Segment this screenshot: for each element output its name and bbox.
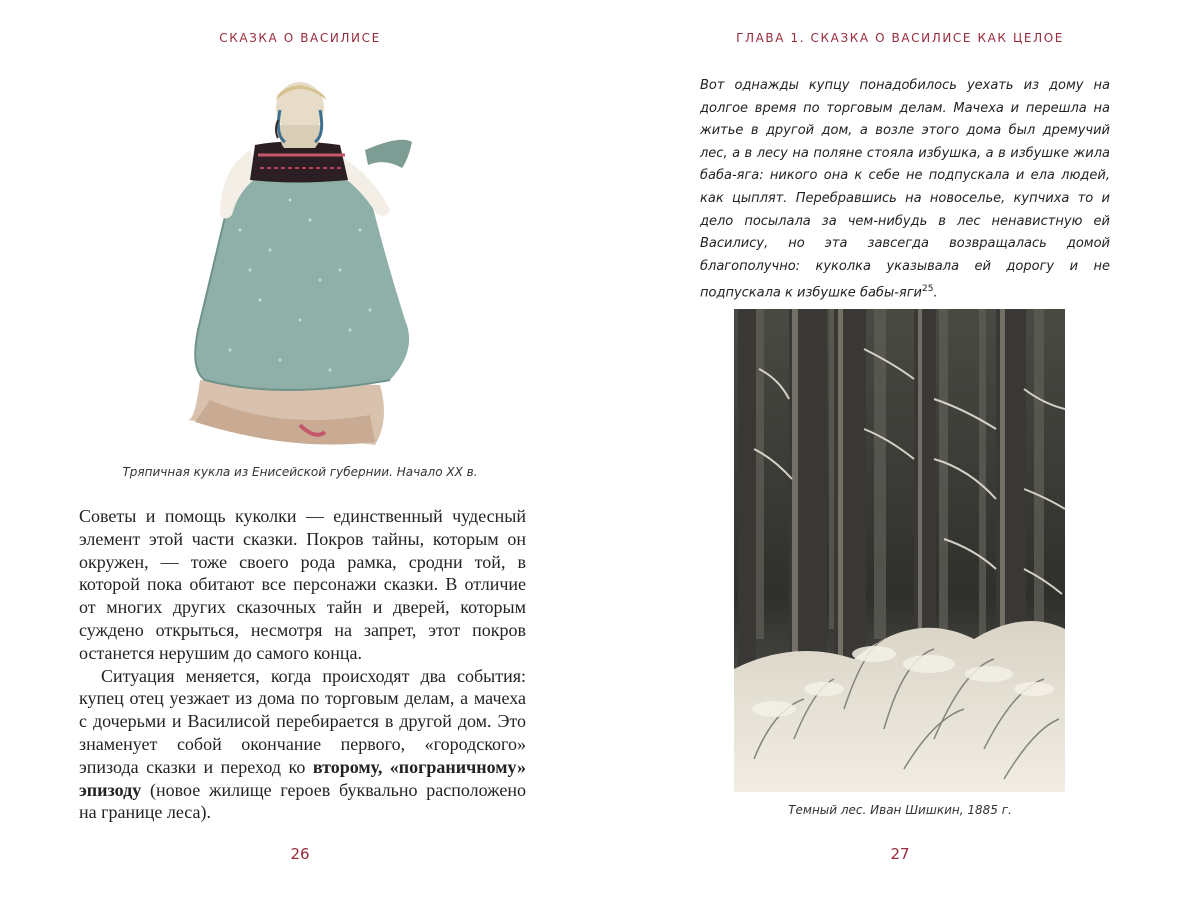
doll-caption: Тряпичная кукла из Енисейской губернии. Начало XX в.	[122, 465, 478, 479]
footnote-ref: 25	[922, 284, 934, 295]
page-number-left: 26	[290, 845, 310, 863]
page-number-right: 27	[890, 845, 910, 863]
paragraph-2-end: (новое жилище героев буквально расположено на границе леса).	[79, 779, 526, 823]
running-head-left: СКАЗКА О ВАСИЛИСЕ	[219, 31, 381, 45]
paragraph-2-start: Ситуация меняется, когда происходят два события: купец отец уезжает из дома по торговым делам, а мачеха с дочерьми и Василисой перебирается в другой дом. Это знаменует собой окончание первого, «городского» эпизода сказки и переход ко	[79, 665, 526, 777]
paragraph-2	[79, 665, 526, 825]
forest-caption: Темный лес. Иван Шишкин, 1885 г.	[788, 803, 1012, 817]
forest-painting-art	[734, 309, 1065, 792]
quote-text	[700, 75, 1110, 305]
quote-body: Вот однажды купцу понадобилось уехать из дому на долгое время по торговым делам. Мачеха и перешла на житье в другой дом, а возле этого дома был дремучий лес, а в лесу на поляне стояла избушка, а в избушке жила баба-яга: никого она к себе не подпускала и ела людей, как цыплят. Перебравшись на новоселье, купчиха то и дело посылала за чем-нибудь в лес ненавистную ей Василису, но эта завсегда возвращалась домой благополучно: куколка указывала ей дорогу и не подпускала к избушке бабы-яги	[700, 78, 1110, 301]
running-head-right: ГЛАВА 1. СКАЗКА О ВАСИЛИСЕ КАК ЦЕЛОЕ	[736, 31, 1064, 45]
rag-doll-photo	[180, 80, 420, 455]
paragraph-1: Советы и помощь куколки — единственный чудесный элемент этой части сказки. Покров тайны, которым он окружен, — тоже своего рода рамка, сродни той, в которой пока обитают все персонажи сказки. В отличие от многих других сказочных тайн и дверей, которым суждено открыться, несмотря на запрет, этот покров останется нерушим до самого конца.	[79, 506, 526, 663]
forest-painting	[734, 309, 1065, 792]
body-text	[79, 505, 526, 824]
paragraph-2-bold: второму, «пограничному» эпизоду	[79, 756, 526, 800]
quote-end: .	[933, 285, 938, 301]
